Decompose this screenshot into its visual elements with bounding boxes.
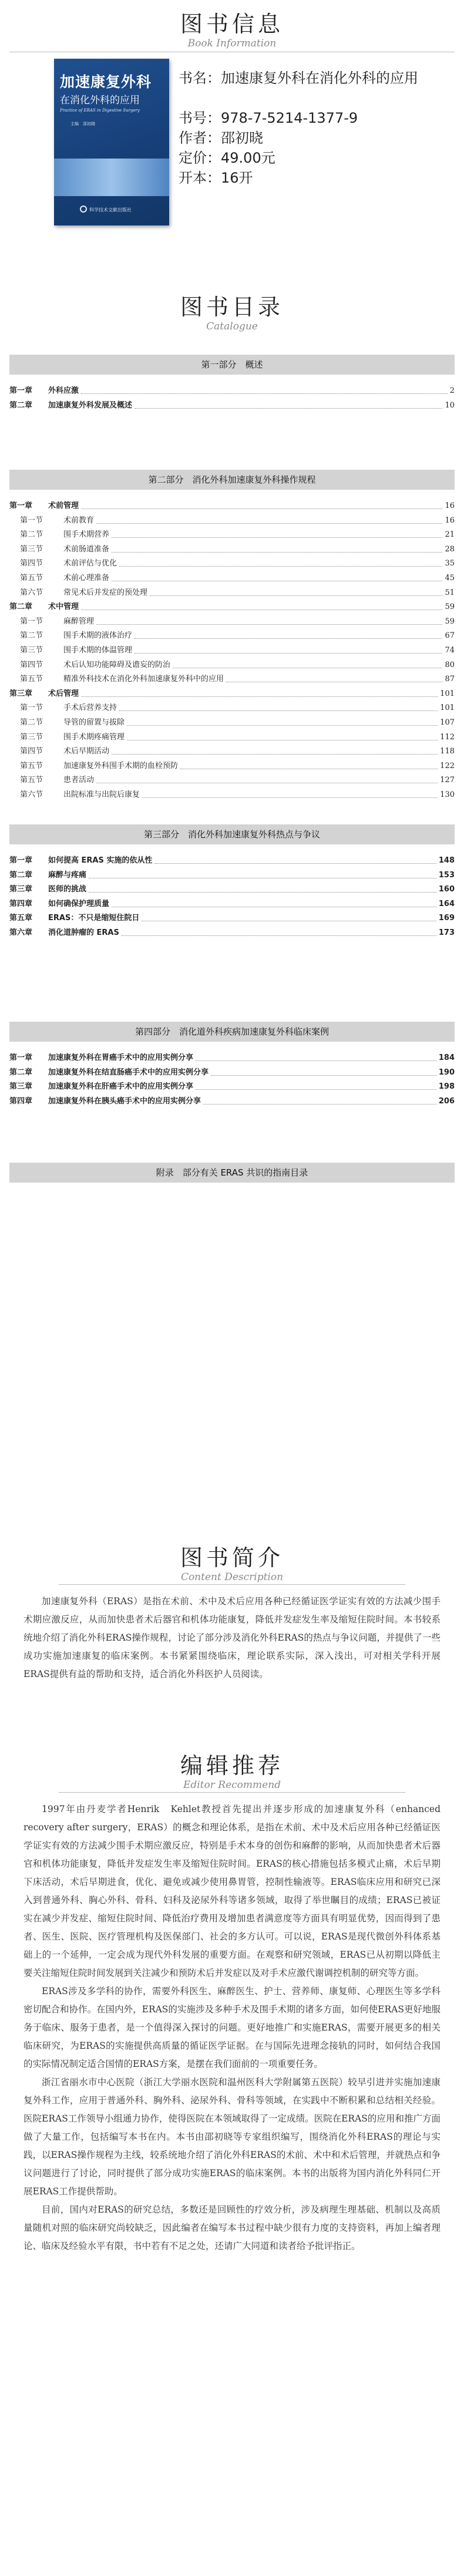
recommend-paragraph: 浙江省丽水市中心医院（浙江大学丽水医院和温州医科大学附属第五医院）较早引进并实施加速康复外科工作，应用于普通外科、胸外科、泌尿外科、骨科等领域，在实践中不断积累和总结相关经验。医院ERAS工作领导小组通力协作，使得医院在本领域取得了一定成绩。医院在ERAS的应用和推广方面做了大量工作，包括编写本书在内。本书由邵初晓等专家组织编写，围绕消化外科ERAS的理论与实践，以ERAS操作规程为主线，较系统地介绍了消化外科ERAS的术前、术中和术后管理，并就热点和争议问题进行了讨论，同时提供了部分成功实施ERAS的临床案例。本书的出版将为国内消化外科同仁开展ERAS工作提供帮助。 xyxy=(23,2077,441,2197)
toc-chapter-number: 第二节 xyxy=(20,718,43,727)
toc-entry-title: 患者活动 xyxy=(63,776,95,785)
toc-leader-dots xyxy=(89,868,436,878)
toc-chapter-number: 第五节 xyxy=(20,574,43,582)
toc-entry xyxy=(9,514,455,528)
toc-page-number: 190 xyxy=(438,1068,455,1077)
toc-page-number: 153 xyxy=(438,870,455,880)
toc-entry-title: 围手术期营养 xyxy=(63,530,110,540)
toc-page-number: 16 xyxy=(445,516,455,525)
toc-leader-dots xyxy=(142,788,438,798)
cover-subtitle: 在消化外科的应用 xyxy=(60,95,140,106)
toc-entry-title: 如何提高 ERAS 实施的依从性 xyxy=(48,856,153,865)
info-row-format xyxy=(179,168,455,188)
toc-entry xyxy=(9,586,455,600)
info-key: 书号： xyxy=(179,110,221,126)
toc-entry-title: 围手术期疼痛管理 xyxy=(63,732,125,742)
toc-entry-title: 术中管理 xyxy=(48,602,79,612)
info-key: 开本： xyxy=(179,170,221,186)
toc-chapter-number: 第三节 xyxy=(20,646,43,655)
toc-entry-title: 术前管理 xyxy=(48,501,79,510)
recommend-paragraph: 1997年由丹麦学者Henrik Kehlet教授首先提出并逐步形成的加速康复外科（enhanced recovery after surgery，ERAS）的概念和理论体系，是指在术前、术中及术后应用各种已经循证医学证实有效的方法减少围手术期应激反应，特别是手术本身的创伤和麻醉的影响，从而加快患者术后器官和机体功能康复，降低并发症发生率及缩短住院时间。ERAS的核心措施包括多模式止痛，术后早期下床活动，术后早期进食，优化、避免或减少使用鼻胃管，控制性输液等。ERAS临床应用和研究已深入到普通外科、胸心外科、骨科、妇科及泌尿外科等诸多领域，取得了举世瞩目的成绩；ERAS已被证实在减少并发症、缩短住院时间、降低治疗费用及增加患者满意度等方面具有明显优势，因而得到了患者、医生、医院、医疗管理机构及医保部门、社会的多方认可。可以说，ERAS是现代微创外科体系基础上的一个延伸，一定会成为现代外科发展的重要方面。在观察和研究领域，ERAS已从初期以降低主要关注缩短住院时间发展到关注减少和预防术后并发症以及对手术应激代谢调控机制的研究等方面。 xyxy=(23,1804,441,1978)
toc-entry-title: 围手术期的液体治疗 xyxy=(63,631,133,641)
toc-entry-title: 加速康复外科在肝癌手术中的应用实例分享 xyxy=(48,1082,194,1092)
toc-entry xyxy=(9,701,455,715)
toc-entry-title: 术前心理准备 xyxy=(63,574,110,582)
toc-entry xyxy=(9,788,455,802)
intro-title: 图书简介 xyxy=(180,1545,284,1571)
book-cover xyxy=(54,59,169,225)
cover-title: 加速康复外科 xyxy=(60,73,152,90)
toc-chapter-number: 第二节 xyxy=(20,631,43,641)
toc-chapter-number: 第六节 xyxy=(20,790,43,799)
info-value: 978-7-5214-1377-9 xyxy=(221,110,358,126)
toc-page-number: 16 xyxy=(445,501,455,510)
toc-chapter-number: 第五节 xyxy=(20,776,43,785)
toc-chapter-number: 第三节 xyxy=(20,544,43,554)
toc-page-number: 184 xyxy=(438,1053,455,1062)
intro-body xyxy=(23,1592,441,1683)
divider xyxy=(59,1584,405,1585)
toc-entry-title: 常见术后并发症的预处理 xyxy=(63,588,148,597)
toc-page-number: 59 xyxy=(445,602,455,612)
publisher-logo-icon xyxy=(80,206,87,213)
toc-leader-dots xyxy=(226,672,442,682)
toc-entry-title: 术后认知功能障碍及谵妄的防治 xyxy=(63,660,171,669)
toc-page-number: 51 xyxy=(445,588,455,597)
toc-chapter-number: 第一节 xyxy=(20,703,43,713)
toc-page-number: 112 xyxy=(440,732,455,742)
toc-chapter-number: 第四节 xyxy=(20,747,43,756)
part-header: 第一部分 概述 xyxy=(9,355,455,375)
toc-leader-dots xyxy=(112,897,436,907)
info-row-author xyxy=(179,128,455,148)
toc-leader-dots xyxy=(119,557,442,567)
toc-page-number: 28 xyxy=(445,544,455,554)
part-header: 附录 部分有关 ERAS 共识的指南目录 xyxy=(9,1163,455,1183)
toc-chapter-number: 第一章 xyxy=(9,1053,33,1062)
toc-entry xyxy=(9,773,455,787)
catalogue-subtitle: Catalogue xyxy=(206,321,258,332)
toc-page-number: 67 xyxy=(445,631,455,641)
cover-english-title: Practice of ERAS in Digestive Surgery xyxy=(60,108,140,113)
toc-entry-title: 术前评估与优化 xyxy=(63,559,117,568)
toc-entry-title: 围手术期的体温管理 xyxy=(63,646,133,655)
toc-chapter-number: 第五章 xyxy=(9,914,33,923)
toc-leader-dots xyxy=(81,687,438,697)
info-row-isbn xyxy=(179,108,455,128)
info-key: 定价： xyxy=(179,150,221,166)
toc-entry-title: 出院标准与出院后康复 xyxy=(63,790,140,799)
toc-entry xyxy=(9,868,455,883)
toc-entry xyxy=(9,911,455,925)
toc-chapter-number: 第五节 xyxy=(20,675,43,684)
toc-entry-title: 导管的留置与拔除 xyxy=(63,718,125,727)
toc-chapter-number: 第二章 xyxy=(9,1068,33,1077)
toc-leader-dots xyxy=(196,1080,436,1090)
toc-page-number: 21 xyxy=(445,530,455,540)
toc-entry xyxy=(9,672,455,686)
toc-entry xyxy=(9,883,455,897)
info-value: 16开 xyxy=(221,170,253,186)
info-key: 作者： xyxy=(179,130,221,146)
toc-page-number: 45 xyxy=(445,574,455,582)
toc-entry xyxy=(9,658,455,672)
toc-entry xyxy=(9,557,455,571)
toc-entry-title: 加速康复外科在胰头癌手术中的应用实例分享 xyxy=(48,1096,201,1106)
toc-leader-dots xyxy=(203,1095,436,1105)
toc-chapter-number: 第五节 xyxy=(20,761,43,770)
toc-entry xyxy=(9,499,455,513)
book-info-subtitle: Book Information xyxy=(187,38,277,49)
intro-text: 加速康复外科（ERAS）是指在术前、术中及术后应用各种已经循证医学证实有效的方法减少围手术期应激反应，从而加快患者术后器官和机体功能康复，降低并发症发生率及缩短住院时间。本书较系统地介绍了消化外科ERAS操作规程，讨论了部分涉及消化外科ERAS的热点与争议问题，并提供了一些成功实施加速康复的临床案例。本书紧紧围绕临床，理论联系实际，深入浅出，可对相关学科开展ERAS提供有益的帮助和支持，适合消化外科医护人员阅读。 xyxy=(23,1596,441,1679)
toc-leader-dots xyxy=(135,629,442,639)
toc-leader-dots xyxy=(211,1066,436,1076)
toc-chapter-number: 第三章 xyxy=(9,885,33,894)
toc-page-number: 59 xyxy=(445,617,455,626)
toc-chapter-number: 第三章 xyxy=(9,1082,33,1092)
info-value: 加速康复外科在消化外科的应用 xyxy=(221,70,418,86)
toc-entry xyxy=(9,1051,455,1065)
toc-entry-title: 加速康复外科在胃癌手术中的应用实例分享 xyxy=(48,1053,194,1062)
toc-leader-dots xyxy=(96,514,442,524)
toc-entry-title: 术后早期活动 xyxy=(63,747,110,756)
toc-page-number: 198 xyxy=(438,1082,455,1092)
toc-entry xyxy=(9,571,455,585)
toc-entry xyxy=(9,897,455,911)
toc-chapter-number: 第一节 xyxy=(20,516,43,525)
recommend-paragraph: 目前，国内对ERAS的研究总结，多数还是回顾性的疗效分析，涉及病理生理基础、机制以及高质量随机对照的临床研究尚较缺乏，因此编者在编写本书过程中缺少很有力度的支持资料，再加上编者理论、临床及经验水平有限，书中若有不足之处，还请广大同道和读者给予批评指正。 xyxy=(23,2204,441,2251)
toc-leader-dots xyxy=(96,773,438,783)
cover-publisher: 科学技术文献出版社 xyxy=(89,207,132,213)
intro-subtitle: Content Description xyxy=(180,1571,284,1583)
toc-chapter-number: 第二章 xyxy=(9,602,33,612)
toc-entry xyxy=(9,716,455,730)
toc-entry xyxy=(9,399,455,413)
toc-leader-dots xyxy=(119,701,438,711)
book-info-title: 图书信息 xyxy=(180,11,284,37)
part-header: 第二部分 消化外科加速康复外科操作规程 xyxy=(9,470,455,490)
toc-entry-title: 如何确保护理质量 xyxy=(48,899,110,908)
toc-page-number: 118 xyxy=(440,747,455,756)
toc-page-number: 101 xyxy=(440,703,455,713)
toc-page-number: 160 xyxy=(438,885,455,894)
toc-chapter-number: 第三章 xyxy=(9,689,33,698)
toc-page-number: 87 xyxy=(445,675,455,684)
toc-entry-title: 术后管理 xyxy=(48,689,79,698)
toc-chapter-number: 第二章 xyxy=(9,870,33,880)
toc-page-number: 2 xyxy=(449,386,455,395)
toc-entry xyxy=(9,644,455,658)
info-key: 书名： xyxy=(179,70,221,86)
recommend-title: 编辑推荐 xyxy=(180,1753,284,1779)
toc-chapter-number: 第四章 xyxy=(9,899,33,908)
toc-leader-dots xyxy=(112,571,442,581)
recommend-subtitle: Editor Recommend xyxy=(183,1779,281,1791)
toc-leader-dots xyxy=(127,716,438,726)
toc-entry xyxy=(9,730,455,745)
info-value: 49.00元 xyxy=(221,150,275,166)
toc-entry xyxy=(9,759,455,773)
toc-chapter-number: 第二节 xyxy=(20,530,43,540)
toc-leader-dots xyxy=(122,926,436,936)
recommend-header xyxy=(0,1752,464,1791)
toc-entry xyxy=(9,1095,455,1109)
intro-header xyxy=(0,1544,464,1583)
toc-leader-dots xyxy=(150,586,442,596)
toc-chapter-number: 第一节 xyxy=(20,617,43,626)
toc-chapter-number: 第一章 xyxy=(9,501,33,510)
divider xyxy=(59,1792,405,1793)
toc-chapter-number: 第三节 xyxy=(20,732,43,742)
toc-entry xyxy=(9,543,455,557)
toc-entry xyxy=(9,1080,455,1094)
toc-entry-title: ERAS：不只是缩短住院日 xyxy=(48,914,140,923)
toc-leader-dots xyxy=(112,745,438,755)
toc-leader-dots xyxy=(112,528,442,538)
toc-leader-dots xyxy=(81,600,442,610)
toc-chapter-number: 第二章 xyxy=(9,400,33,410)
toc-entry xyxy=(9,745,455,759)
part-header: 第四部分 消化道外科疾病加速康复外科临床案例 xyxy=(9,1022,455,1042)
toc-chapter-number: 第四节 xyxy=(20,559,43,568)
part-header: 第三部分 消化外科加速康复外科热点与争议 xyxy=(9,824,455,844)
catalogue-title: 图书目录 xyxy=(180,294,284,320)
toc-leader-dots xyxy=(127,730,438,740)
cover-graphic xyxy=(54,159,169,196)
toc-page-number: 122 xyxy=(440,761,455,770)
toc-entry xyxy=(9,629,455,643)
toc-entry-title: 精准外科技术在消化外科加速康复外科中的应用 xyxy=(63,675,224,684)
toc-chapter-number: 第四章 xyxy=(9,1096,33,1106)
toc-leader-dots xyxy=(89,883,436,893)
toc-entry xyxy=(9,615,455,629)
toc-entry-title: 麻醉与疼痛 xyxy=(48,870,87,880)
toc-entry xyxy=(9,854,455,868)
toc-entry-title: 外科应激 xyxy=(48,386,79,395)
toc-entry xyxy=(9,600,455,614)
toc-page-number: 101 xyxy=(440,689,455,698)
toc-page-number: 148 xyxy=(438,856,455,865)
info-row-price xyxy=(179,148,455,168)
toc-page-number: 80 xyxy=(445,660,455,669)
toc-chapter-number: 第六章 xyxy=(9,928,33,937)
toc-chapter-number: 第六节 xyxy=(20,588,43,597)
toc-chapter-number: 第一章 xyxy=(9,386,33,395)
toc-entry xyxy=(9,687,455,701)
toc-leader-dots xyxy=(81,499,442,509)
toc-page-number: 169 xyxy=(438,914,455,923)
toc-entry-title: 加速康复外科围手术期的血栓预防 xyxy=(63,761,179,770)
toc-entry xyxy=(9,528,455,542)
toc-chapter-number: 第一章 xyxy=(9,856,33,865)
toc-leader-dots xyxy=(180,759,438,769)
toc-page-number: 10 xyxy=(445,400,455,410)
recommend-body xyxy=(23,1800,441,2255)
book-info-list xyxy=(179,68,455,188)
toc-leader-dots xyxy=(135,399,442,409)
toc-leader-dots xyxy=(112,543,442,553)
toc-leader-dots xyxy=(173,658,442,668)
recommend-paragraph: ERAS涉及多学科的协作，需要外科医生、麻醉医生、护士、营养师、康复师、心理医生等多学科密切配合和协作。在国内外，ERAS的实施涉及多种手术及围手术期的诸多方面，如何使ERAS更好地服务于临床、服务于患者，是一个值得深入探讨的问题。更好地推广和实施ERAS，需要开展更多的相关临床研究，为ERAS的实施提供高质量的循证医学证据。在与国际先进理念接轨的同时，如何结合我国的实际情况制定适合国情的ERAS方案，是摆在我们面前的一项重要任务。 xyxy=(23,1986,441,2069)
toc-page-number: 107 xyxy=(440,718,455,727)
toc-page-number: 35 xyxy=(445,559,455,568)
toc-page-number: 206 xyxy=(438,1096,455,1106)
cover-author: 主编 邵初晓 xyxy=(70,122,95,126)
toc-entry-title: 术前肠道准备 xyxy=(63,544,110,554)
toc-entry-title: 麻醉管理 xyxy=(63,617,95,626)
toc-entry xyxy=(9,926,455,940)
catalogue-header xyxy=(0,294,464,332)
toc-page-number: 173 xyxy=(438,928,455,937)
toc-entry-title: 消化道肿瘤的 ERAS xyxy=(48,928,119,937)
toc-leader-dots xyxy=(135,644,442,654)
toc-leader-dots xyxy=(196,1051,436,1061)
toc-leader-dots xyxy=(142,911,436,921)
toc-entry-title: 加速康复外科发展及概述 xyxy=(48,400,133,410)
info-value: 邵初晓 xyxy=(221,130,263,146)
toc-entry-title: 加速康复外科在结直肠癌手术中的应用实例分享 xyxy=(48,1068,209,1077)
toc-page-number: 164 xyxy=(438,899,455,908)
toc-leader-dots xyxy=(154,854,436,864)
toc-entry-title: 医师的挑战 xyxy=(48,885,87,894)
info-row-title xyxy=(179,68,455,108)
toc-entry xyxy=(9,1066,455,1080)
toc-entry-title: 手术后营养支持 xyxy=(63,703,117,713)
toc-leader-dots xyxy=(81,384,448,394)
book-info-header xyxy=(0,11,464,49)
toc-page-number: 130 xyxy=(440,790,455,799)
toc-leader-dots xyxy=(96,615,442,625)
toc-page-number: 127 xyxy=(440,776,455,785)
toc-page-number: 74 xyxy=(445,646,455,655)
toc-entry xyxy=(9,384,455,398)
toc-entry-title: 术前教育 xyxy=(63,516,95,525)
toc-chapter-number: 第四节 xyxy=(20,660,43,669)
